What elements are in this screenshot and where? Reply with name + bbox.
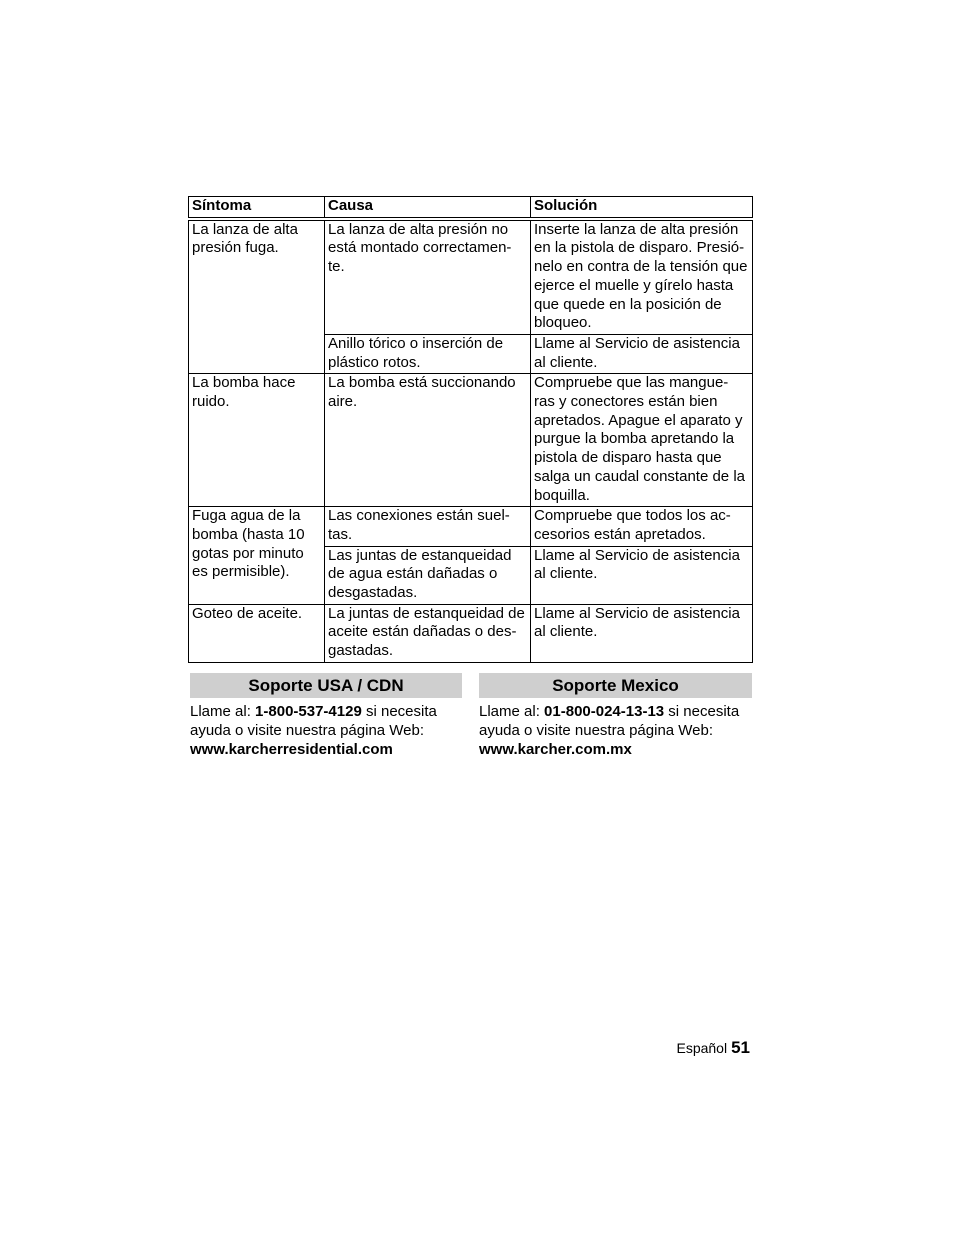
solution-cell: Llame al Servicio de asistencia al cliente. xyxy=(531,604,753,662)
cause-cell: La bomba está succionando aire. xyxy=(325,374,531,507)
troubleshooting-table xyxy=(188,196,753,663)
support-usa-text xyxy=(190,702,465,759)
solution-cell: Llame al Servicio de asistencia al cliente. xyxy=(531,334,753,373)
cause-cell: Anillo tórico o inserción de plástico rotos. xyxy=(325,334,531,373)
support-mexico-heading: Soporte Mexico xyxy=(479,673,752,698)
support-usa-middle: si necesita ayuda o visite nuestra página Web: xyxy=(190,703,437,739)
header-cause: Causa xyxy=(325,197,531,219)
support-usa-heading: Soporte USA / CDN xyxy=(190,673,462,698)
cause-cell: La juntas de estanqueidad de aceite están dañadas o des-gastadas. xyxy=(325,604,531,662)
symptom-cell: Goteo de aceite. xyxy=(189,604,325,662)
header-solution: Solución xyxy=(531,197,753,219)
table-row xyxy=(189,374,753,507)
table-row xyxy=(189,507,753,546)
symptom-cell: Fuga agua de la bomba (hasta 10 gotas por minuto es permisible). xyxy=(189,507,325,605)
symptom-cell: La lanza de alta presión fuga. xyxy=(189,219,325,374)
solution-cell: Compruebe que las mangue-ras y conectores están bien apretados. Apague el aparato y purgue la bomba apretando la pistola de disparo hasta que salga un caudal constante de la boquilla. xyxy=(531,374,753,507)
support-mexico-phone: 01-800-024-13-13 xyxy=(544,703,665,720)
solution-cell: Compruebe que todos los ac-cesorios están apretados. xyxy=(531,507,753,546)
page-number: 51 xyxy=(731,1038,750,1057)
table-row xyxy=(189,219,753,335)
cause-cell: Las conexiones están suel-tas. xyxy=(325,507,531,546)
table-header-row xyxy=(189,197,753,219)
solution-cell: Llame al Servicio de asistencia al cliente. xyxy=(531,546,753,604)
support-usa-url[interactable]: www.karcherresidential.com xyxy=(190,741,393,758)
page-footer xyxy=(676,1038,750,1058)
support-usa-prefix: Llame al: xyxy=(190,703,256,720)
support-mexico-url[interactable]: www.karcher.com.mx xyxy=(479,741,632,758)
support-mexico-text xyxy=(479,702,754,759)
support-usa-phone: 1-800-537-4129 xyxy=(255,703,362,720)
cause-cell: La lanza de alta presión no está montado correctamen-te. xyxy=(325,219,531,335)
symptom-cell: La bomba hace ruido. xyxy=(189,374,325,507)
solution-cell: Inserte la lanza de alta presión en la pistola de disparo. Presió-nelo en contra de la tensión que ejerce el muelle y gírelo hasta que quede en la posición de bloqueo. xyxy=(531,219,753,335)
header-symptom: Síntoma xyxy=(189,197,325,219)
support-mexico-prefix: Llame al: xyxy=(479,703,545,720)
support-mexico-middle: si necesita ayuda o visite nuestra página Web: xyxy=(479,703,740,739)
cause-cell: Las juntas de estanqueidad de agua están dañadas o desgastadas. xyxy=(325,546,531,604)
table-row xyxy=(189,604,753,662)
footer-language: Español xyxy=(676,1040,728,1056)
